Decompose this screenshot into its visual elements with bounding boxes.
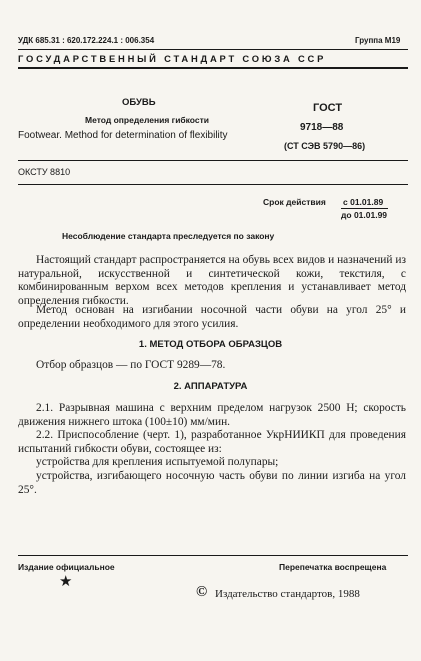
section-1-text: Отбор образцов — по ГОСТ 9289—78.	[36, 359, 226, 371]
header-rule-bottom	[18, 67, 408, 69]
copyright-text: Издательство стандартов, 1988	[215, 588, 360, 600]
okstu-code: ОКСТУ 8810	[18, 167, 71, 177]
section-2-heading: 2. АППАРАТУРА	[173, 381, 248, 392]
clause-2-2: 2.2. Приспособление (черт. 1), разработанное УкрНИИКП для проведения испытаний гибкости обуви, состоящее из:	[18, 429, 406, 455]
sev-number: (СТ СЭВ 5790—86)	[284, 141, 366, 151]
intro-paragraph-2: Метод основан на изгибании носочной части обуви на угол 25° и определении необходимого для этого усилия.	[18, 304, 406, 330]
clause-2-2-item-2: устройства, изгибающего носочную часть обуви по линии изгиба на угол 25°.	[18, 470, 406, 496]
title-rule	[18, 160, 408, 161]
title-en: Footwear. Method for determination of flexibility	[18, 130, 228, 141]
title-ru: ОБУВЬ	[122, 97, 156, 108]
validity-from: с 01.01.89	[343, 197, 384, 207]
validity-label: Срок действия	[263, 197, 326, 207]
standard-union-banner: ГОСУДАРСТВЕННЫЙ СТАНДАРТ СОЮЗА ССР	[18, 53, 327, 64]
gost-number: 9718—88	[300, 122, 344, 133]
official-edition: Издание официальное	[18, 562, 115, 572]
subtitle-ru: Метод определения гибкости	[85, 115, 210, 125]
copyright-icon: ©	[196, 584, 208, 600]
footer-rule	[18, 555, 408, 556]
section-1-heading: 1. МЕТОД ОТБОРА ОБРАЗЦОВ	[138, 339, 283, 350]
udk-code: УДК 685.31 : 620.172.224.1 : 006.354	[18, 36, 155, 45]
no-reprint-notice: Перепечатка воспрещена	[279, 562, 387, 572]
validity-to: до 01.01.99	[341, 210, 388, 220]
legal-notice: Несоблюдение стандарта преследуется по закону	[62, 231, 275, 241]
intro-paragraph-1: Настоящий стандарт распространяется на обувь всех видов и назначений из натуральной, искусственной и синтетической кожи, текстиля, с комбинированным верхом всех методов крепления и устанавливает метод определения гибкости.	[18, 254, 406, 307]
group-code: Группа М19	[355, 36, 401, 45]
clause-2-2-item-1: устройства для крепления испытуемой полупары;	[36, 456, 279, 468]
star-icon: ★	[59, 574, 73, 590]
header-rule-top	[18, 49, 408, 50]
gost-label: ГОСТ	[313, 102, 343, 114]
clause-2-1: 2.1. Разрывная машина с верхним пределом нагрузок 2500 Н; скорость движения нижнего штока (100±10) мм/мин.	[18, 402, 406, 428]
okstu-rule	[18, 184, 408, 185]
validity-divider	[341, 208, 388, 209]
